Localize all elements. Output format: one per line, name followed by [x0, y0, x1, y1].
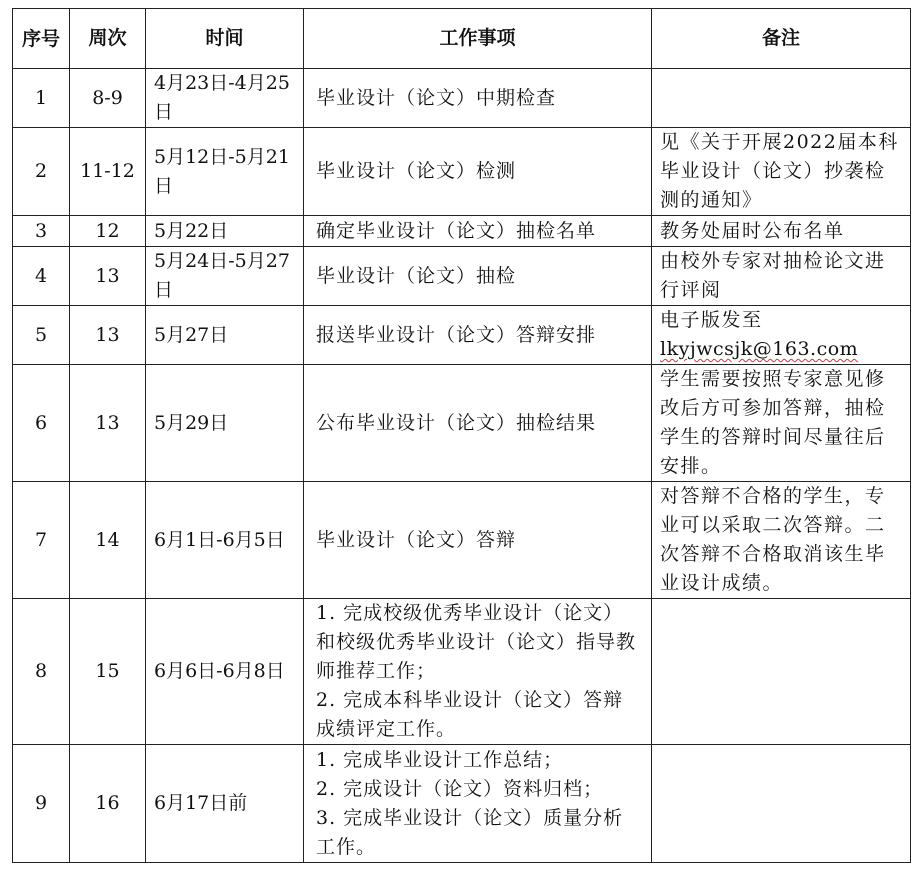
row-time: 5月24日-5月27日 [146, 247, 304, 306]
table-row [13, 482, 911, 599]
task-item: 1. 完成毕业设计工作总结； [316, 748, 564, 771]
row-time: 5月29日 [146, 365, 304, 482]
header-note: 备注 [652, 9, 911, 69]
header-row [13, 9, 911, 69]
row-task: 确定毕业设计（论文）抽检名单 [304, 216, 652, 247]
row-time: 6月6日-6月8日 [146, 599, 304, 745]
header-task: 工作事项 [304, 9, 652, 69]
table-row [13, 216, 911, 247]
row-seq: 6 [13, 365, 70, 482]
task-item: 2. 完成设计（论文）资料归档； [316, 777, 604, 800]
table-row [13, 745, 911, 863]
row-week: 13 [70, 306, 146, 365]
table-row [13, 365, 911, 482]
row-note [652, 599, 911, 745]
task-item: 2. 完成本科毕业设计（论文）答辩成绩评定工作。 [316, 689, 624, 740]
row-time: 5月22日 [146, 216, 304, 247]
row-time: 6月1日-6月5日 [146, 482, 304, 599]
row-task: 毕业设计（论文）检测 [304, 128, 652, 216]
row-note [652, 745, 911, 863]
row-task: 公布毕业设计（论文）抽检结果 [304, 365, 652, 482]
row-seq: 8 [13, 599, 70, 745]
row-seq: 4 [13, 247, 70, 306]
table-row [13, 69, 911, 128]
header-time: 时间 [146, 9, 304, 69]
row-task [304, 599, 652, 745]
row-task [304, 745, 652, 863]
row-week: 16 [70, 745, 146, 863]
row-seq: 3 [13, 216, 70, 247]
row-note: 由校外专家对抽检论文进行评阅 [652, 247, 911, 306]
row-task: 报送毕业设计（论文）答辩安排 [304, 306, 652, 365]
header-seq: 序号 [13, 9, 70, 69]
header-week: 周次 [70, 9, 146, 69]
table-row [13, 247, 911, 306]
row-week: 13 [70, 247, 146, 306]
row-seq: 2 [13, 128, 70, 216]
row-note: 学生需要按照专家意见修改后方可参加答辩，抽检学生的答辩时间尽量往后安排。 [652, 365, 911, 482]
row-task: 毕业设计（论文）答辩 [304, 482, 652, 599]
table-row [13, 128, 911, 216]
row-seq: 9 [13, 745, 70, 863]
row-time: 4月23日-4月25日 [146, 69, 304, 128]
schedule-table [12, 8, 911, 863]
table-row [13, 599, 911, 745]
row-seq: 1 [13, 69, 70, 128]
email-address: lkyjwcsjk@163.com [660, 338, 859, 360]
row-seq: 5 [13, 306, 70, 365]
row-task: 毕业设计（论文）抽检 [304, 247, 652, 306]
row-week: 14 [70, 482, 146, 599]
task-item: 1. 完成校级优秀毕业设计（论文）和校级优秀毕业设计（论文）指导教师推荐工作； [316, 602, 637, 682]
row-note: 对答辩不合格的学生，专业可以采取二次答辩。二次答辩不合格取消该生毕业设计成绩。 [652, 482, 911, 599]
row-week: 11-12 [70, 128, 146, 216]
row-week: 8-9 [70, 69, 146, 128]
row-time: 6月17日前 [146, 745, 304, 863]
task-item: 3. 完成毕业设计（论文）质量分析工作。 [316, 806, 624, 858]
row-note: 教务处届时公布名单 [652, 216, 911, 247]
row-week: 13 [70, 365, 146, 482]
note-text: 电子版发至 [660, 309, 763, 331]
row-note: 见《关于开展2022届本科毕业设计（论文）抄袭检测的通知》 [652, 128, 911, 216]
row-note [652, 69, 911, 128]
row-week: 15 [70, 599, 146, 745]
table-row [13, 306, 911, 365]
row-time: 5月27日 [146, 306, 304, 365]
row-time: 5月12日-5月21日 [146, 128, 304, 216]
row-task: 毕业设计（论文）中期检查 [304, 69, 652, 128]
row-seq: 7 [13, 482, 70, 599]
row-note [652, 306, 911, 365]
row-week: 12 [70, 216, 146, 247]
